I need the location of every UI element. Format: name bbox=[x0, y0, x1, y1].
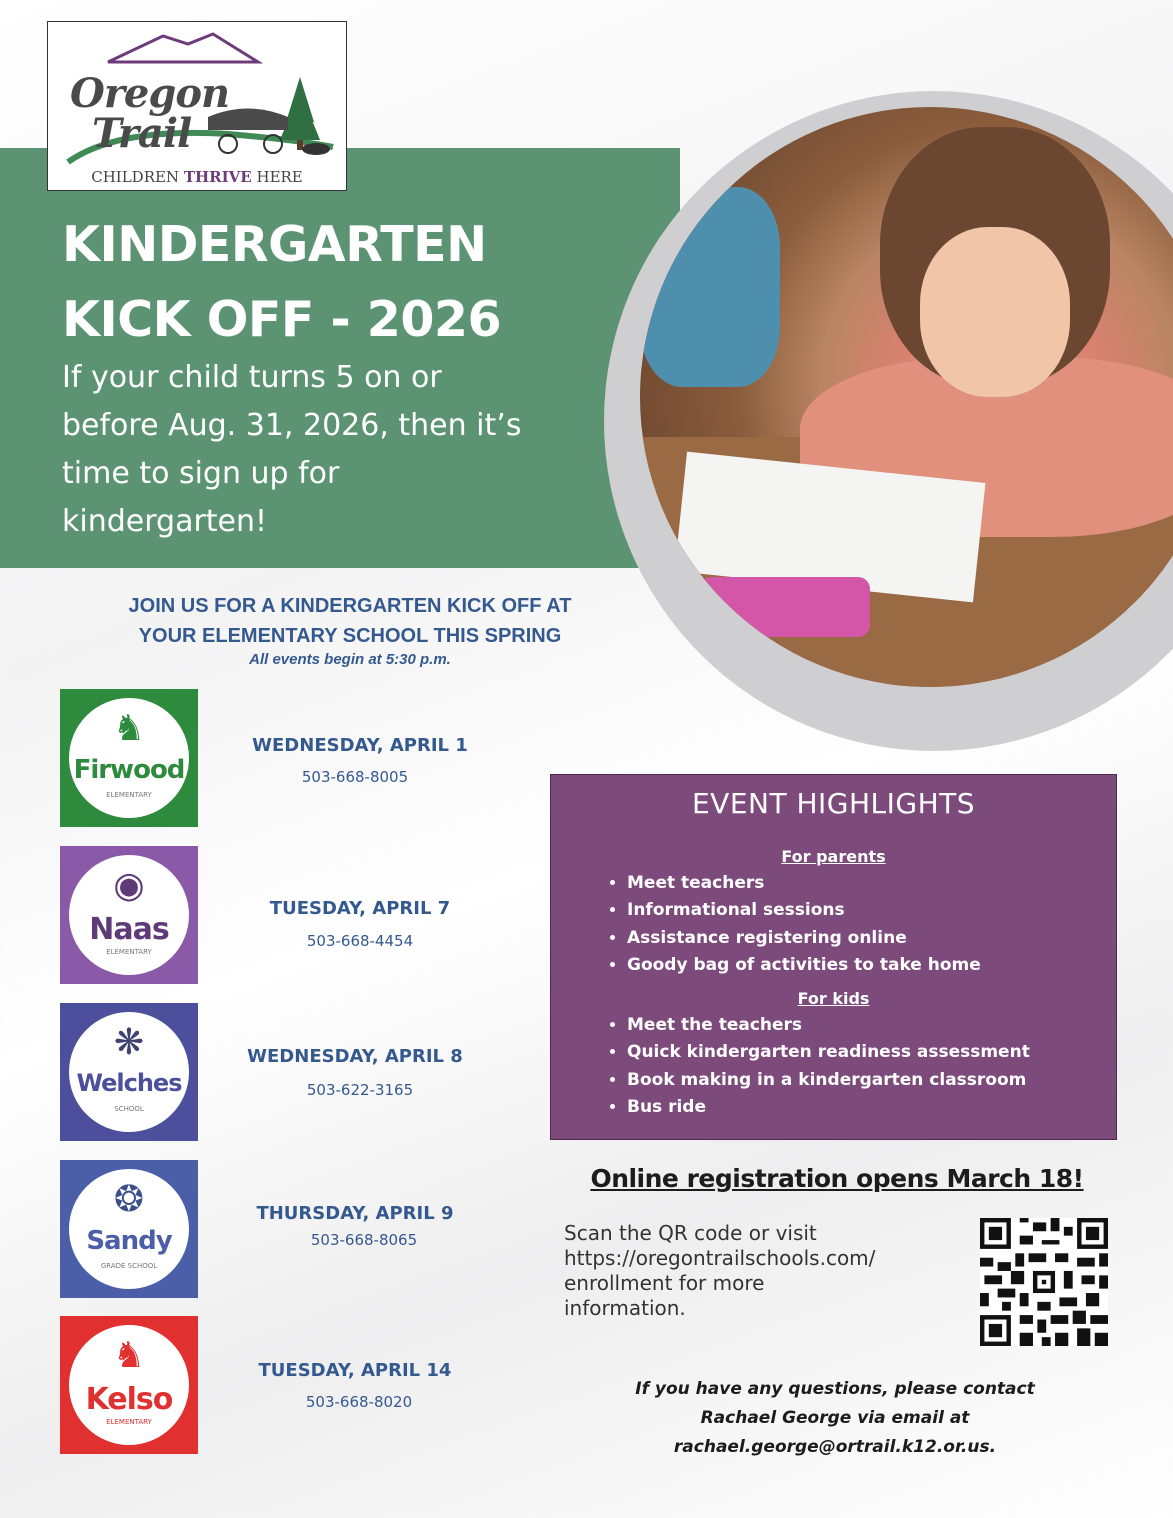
school-logo-kelso bbox=[60, 1316, 198, 1454]
instructions-line: enrollment for more bbox=[564, 1271, 765, 1295]
kids-heading: For kids bbox=[797, 989, 870, 1008]
school-logo-sandy bbox=[60, 1160, 198, 1298]
school-subtitle: ELEMENTARY bbox=[106, 948, 152, 956]
logo-tagline-part: CHILDREN bbox=[91, 168, 184, 186]
district-logo bbox=[47, 21, 347, 191]
title-line-2: KICK OFF - 2026 bbox=[62, 291, 502, 348]
wildcat-icon: ❋ bbox=[113, 1022, 145, 1063]
instructions-line: Scan the QR code or visit bbox=[564, 1221, 817, 1245]
contact-info bbox=[600, 1375, 1070, 1462]
enrollment-url[interactable]: https://oregontrailschools.com/ bbox=[564, 1246, 876, 1270]
intro-text: If your child turns 5 on or before Aug. 31, 2026, then it’s time to sign up for kindergarten! bbox=[62, 360, 522, 539]
highlights-title: EVENT HIGHLIGHTS bbox=[691, 787, 976, 820]
school-subtitle: GRADE SCHOOL bbox=[100, 1262, 158, 1270]
bear-icon: ◉ bbox=[113, 865, 145, 906]
school-logo-naas bbox=[60, 846, 198, 984]
join-line-1: JOIN US FOR A KINDERGARTEN KICK OFF AT bbox=[128, 595, 572, 617]
event-phone-sandy: 503-668-8065 bbox=[310, 1231, 418, 1249]
event-phone-kelso: 503-668-8020 bbox=[305, 1393, 413, 1411]
school-name: Sandy bbox=[86, 1226, 172, 1256]
school-name: Naas bbox=[89, 912, 169, 947]
event-date-kelso: TUESDAY, APRIL 14 bbox=[258, 1360, 452, 1381]
instructions-line: information. bbox=[564, 1296, 686, 1320]
qr-code-icon[interactable] bbox=[980, 1218, 1108, 1346]
kids-list bbox=[603, 1012, 1030, 1121]
school-subtitle: ELEMENTARY bbox=[106, 791, 152, 799]
contact-line: If you have any questions, please contact bbox=[635, 1379, 1035, 1399]
school-subtitle: SCHOOL bbox=[114, 1105, 144, 1113]
list-item: • Quick kindergarten readiness assessment bbox=[627, 1039, 1030, 1066]
list-item: • Meet the teachers bbox=[627, 1012, 1030, 1039]
title-line-1: KINDERGARTEN bbox=[62, 216, 487, 273]
join-line-2: YOUR ELEMENTARY SCHOOL THIS SPRING bbox=[138, 625, 562, 647]
school-name: Firwood bbox=[73, 755, 185, 785]
logo-word-oregon: Oregon bbox=[70, 70, 230, 117]
contact-line: Rachael George via email at bbox=[700, 1408, 970, 1428]
horse-icon: ♞ bbox=[112, 708, 146, 749]
start-time-note: All events begin at 5:30 p.m. bbox=[249, 651, 451, 668]
event-phone-firwood: 503-668-8005 bbox=[301, 768, 409, 786]
event-date-firwood: WEDNESDAY, APRIL 1 bbox=[252, 735, 468, 756]
parents-list bbox=[603, 870, 981, 979]
school-subtitle: ELEMENTARY bbox=[106, 1418, 152, 1426]
school-logo-welches bbox=[60, 1003, 198, 1141]
event-phone-welches: 503-622-3165 bbox=[306, 1081, 414, 1099]
contact-email[interactable]: rachael.george@ortrail.k12.or.us. bbox=[673, 1437, 997, 1457]
school-logo-firwood bbox=[60, 689, 198, 827]
logo-word-trail: Trail bbox=[92, 110, 192, 157]
list-item: • Bus ride bbox=[627, 1094, 1030, 1121]
join-heading bbox=[40, 591, 660, 651]
list-item: • Assistance registering online bbox=[627, 925, 981, 952]
page-title bbox=[62, 207, 662, 357]
event-highlights-box bbox=[550, 774, 1117, 1140]
registration-heading: Online registration opens March 18! bbox=[590, 1164, 1084, 1193]
bobcat-icon: ❂ bbox=[113, 1179, 145, 1220]
parents-heading: For parents bbox=[781, 847, 886, 866]
list-item: • Book making in a kindergarten classroom bbox=[627, 1067, 1030, 1094]
event-date-welches: WEDNESDAY, APRIL 8 bbox=[247, 1046, 463, 1067]
school-name: Welches bbox=[76, 1069, 182, 1097]
child-writing-photo bbox=[640, 107, 1173, 687]
list-item: • Informational sessions bbox=[627, 897, 981, 924]
event-date-naas: TUESDAY, APRIL 7 bbox=[269, 898, 451, 919]
stallion-icon: ♞ bbox=[112, 1335, 146, 1376]
event-date-sandy: THURSDAY, APRIL 9 bbox=[256, 1203, 454, 1224]
school-name: Kelso bbox=[85, 1382, 173, 1417]
logo-tagline-part: HERE bbox=[251, 168, 303, 186]
list-item: • Meet teachers bbox=[627, 870, 981, 897]
registration-instructions bbox=[564, 1221, 944, 1321]
logo-tagline-thrive: THRIVE bbox=[183, 168, 252, 186]
list-item: • Goody bag of activities to take home bbox=[627, 952, 981, 979]
logo-tagline bbox=[48, 168, 346, 186]
event-phone-naas: 503-668-4454 bbox=[306, 932, 414, 950]
